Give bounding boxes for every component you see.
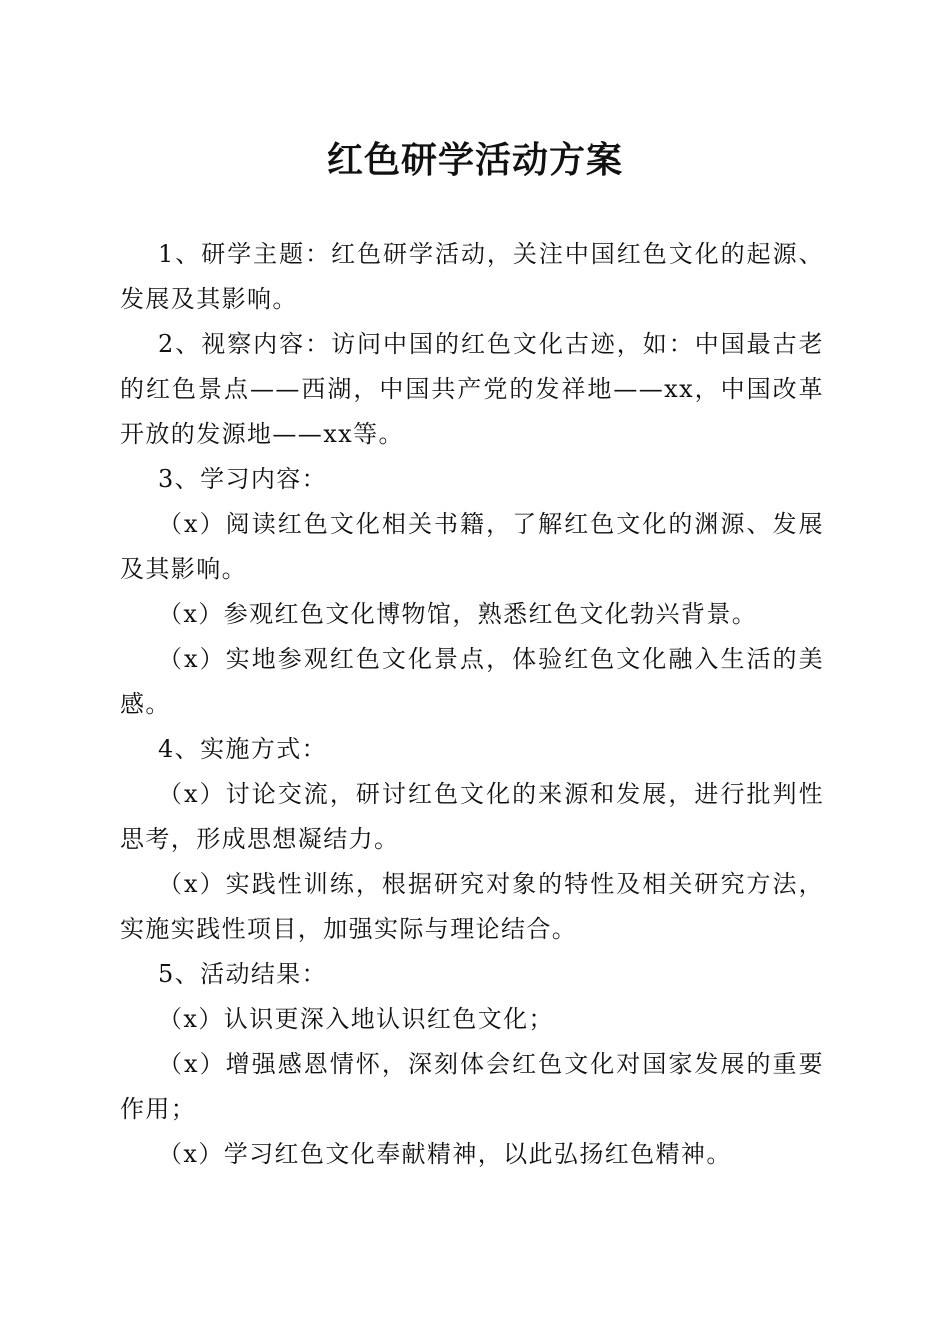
paragraph-study-item-3: （x）实地参观红色文化景点，体验红色文化融入生活的美感。 xyxy=(120,645,824,718)
paragraph-study-item-1: （x）阅读红色文化相关书籍，了解红色文化的渊源、发展及其影响。 xyxy=(120,510,824,583)
paragraph-topic: 1、研学主题：红色研学活动，关注中国红色文化的起源、发展及其影响。 xyxy=(120,240,824,313)
paragraph-method-heading: 4、实施方式： xyxy=(158,735,328,763)
paragraph-result-heading: 5、活动结果： xyxy=(158,960,328,988)
paragraph-method-item-1: （x）讨论交流，研讨红色文化的来源和发展，进行批判性思考，形成思想凝结力。 xyxy=(120,780,824,853)
paragraph-method-item-2: （x）实践性训练，根据研究对象的特性及相关研究方法，实施实践性项目，加强实际与理论结合。 xyxy=(120,870,824,943)
document-title: 红色研学活动方案 xyxy=(326,139,623,181)
paragraph-study-heading: 3、学习内容： xyxy=(158,465,328,493)
paragraph-visit-content: 2、视察内容：访问中国的红色文化古迹，如：中国最古老的红色景点——西湖，中国共产党的发祥地——xx，中国改革开放的发源地——xx等。 xyxy=(120,330,824,448)
paragraph-result-item-3: （x）学习红色文化奉献精神，以此弘扬红色精神。 xyxy=(158,1140,732,1168)
paragraph-study-item-2: （x）参观红色文化博物馆，熟悉红色文化勃兴背景。 xyxy=(158,600,758,628)
paragraph-result-item-1: （x）认识更深入地认识红色文化； xyxy=(158,1005,554,1033)
document-body xyxy=(120,232,824,1177)
paragraph-result-item-2: （x）增强感恩情怀，深刻体会红色文化对国家发展的重要作用； xyxy=(120,1050,824,1123)
